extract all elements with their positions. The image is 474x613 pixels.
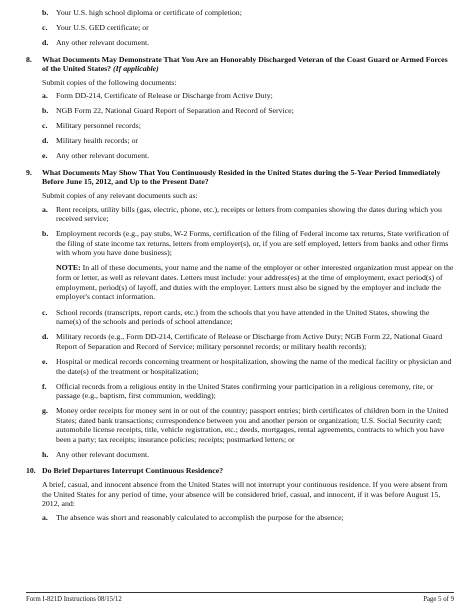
list-item-text: Any other relevant document. [56, 151, 150, 161]
list-item [42, 23, 454, 33]
list-item-label: f. [42, 381, 47, 391]
list-item-label: b. [42, 106, 49, 116]
list-item-text: Any other relevant document. [56, 37, 150, 47]
question-9-number: 9. [26, 167, 32, 177]
question-10-heading [26, 466, 454, 476]
list-item [42, 229, 454, 258]
question-8-title: What Documents May Demonstrate That You Are an Honorably Discharged Veteran of the Coast Guard or Armed Forces of the United States? [42, 54, 448, 74]
list-item [42, 136, 454, 146]
list-item [42, 8, 454, 18]
list-item-text: Your U.S. GED certificate; or [56, 22, 149, 32]
list-item-text: Military records (e.g., Form DD-214, Certificate of Release or Discharge from Active Duty; NGB Form 22, National Guard Report of Separation and Record of Service; military personnel records; or military health records); [56, 332, 443, 351]
question-9-intro: Submit copies of any relevant documents such as: [42, 191, 198, 201]
question-8-list [26, 91, 454, 161]
list-item [42, 106, 454, 116]
question-8-heading [26, 55, 454, 74]
question-9-title: What Documents May Show That You Continuously Resided in the United States during the 5-Year Period Immediately Before June 15, 2012, and Up to the Present Date? [42, 167, 441, 187]
list-item [42, 332, 454, 351]
list-item-label: e. [42, 151, 48, 161]
list-item [42, 38, 454, 48]
question-9-heading [26, 168, 454, 187]
list-item-text: Military personnel records; [56, 121, 141, 131]
list-item-label: d. [42, 136, 49, 146]
list-item-text: Your U.S. high school diploma or certificate of completion; [56, 8, 242, 17]
list-item-label: d. [42, 37, 49, 47]
list-item-text: Official records from a religious entity in the United States confirming your participation in a religious ceremony, rite, or passage (e.g., baptism, first communion, wedding); [56, 381, 434, 401]
list-item [42, 205, 454, 224]
list-item-text: Money order receipts for money sent in or out of the country; passport entries; birth certificates of children born in the United States; dated bank transactions; correspondence between you and another person or organization; U.S. Social Security card; automobile license receipts, title, vehicle registration, etc.; deeds, mortgages, rental agreements, contracts to which you have been a party; tax receipts; insurance policies; receipts; postmarked letters; or [56, 406, 449, 444]
list-item-text: Rent receipts, utility bills (gas, electric, phone, etc.), receipts or letters from companies showing the dates during which you received service; [56, 204, 442, 224]
list-item [42, 382, 454, 401]
question-8-intro: Submit copies of the following documents: [42, 77, 177, 87]
page-content [26, 8, 454, 528]
list-item-label: b. [42, 229, 49, 239]
list-item-text: Employment records (e.g., pay stubs, W-2 Forms, certification of the filing of Federal income tax returns, State verification of the filing of state income tax returns, letters from employer(s), or, if you are self employed, letters from banks and other firms with whom you have done business); [56, 229, 450, 258]
question-8-number: 8. [26, 54, 32, 64]
top-list [26, 8, 454, 48]
list-item-label: e. [42, 356, 48, 366]
list-item-label: b. [42, 8, 49, 17]
list-item-label: a. [42, 512, 48, 522]
question-10-number: 10. [26, 466, 36, 476]
question-10-title: Do Brief Departures Interrupt Continuous Residence? [42, 466, 224, 476]
list-item-label: h. [42, 449, 49, 459]
question-8-applicable: (If applicable) [113, 64, 159, 74]
list-item [42, 357, 454, 376]
list-item-text: Hospital or medical records concerning treatment or hospitalization, showing the name of the medical facility or physician and the date(s) of the treatment or hospitalization; [56, 356, 452, 376]
note-label: NOTE: [56, 263, 81, 273]
list-item-label: c. [42, 121, 48, 131]
note-text: In all of these documents, your name and the name of the employer or other interested organization must appear on the form or letter, as well as relevant dates. Letters must include: your address(es) at the time of employment, exact period(s) of employment, period(s) of layoff, and duties with the employer. Letters must also be signed by the employer and include the employer's contact information. [56, 263, 454, 302]
list-item [42, 121, 454, 131]
question-10-list [26, 513, 454, 523]
list-item [42, 151, 454, 161]
footer-form-id: Form I-821D Instructions 08/15/12 [26, 596, 122, 603]
list-item-text: School records (transcripts, report cards, etc.) from the schools that you have attended in the United States, showing the name(s) of the schools and periods of school attendance; [56, 307, 430, 327]
question-10-paragraph: A brief, casual, and innocent absence from the United States will not interrupt your continuous residence. If you were absent from the United States for any period of time, your absence will be considered brief, casual, and innocent, if it was before August 15, 2012, and: [42, 480, 448, 509]
list-item [42, 406, 454, 444]
list-item-label: d. [42, 332, 49, 342]
list-item [42, 91, 454, 101]
list-item-label: c. [42, 22, 48, 32]
list-item-label: a. [42, 204, 48, 214]
list-item [42, 308, 454, 327]
footer-rule [26, 592, 454, 593]
list-item-text: The absence was short and reasonably calculated to accomplish the purpose for the absence; [56, 512, 344, 522]
footer-page-number: Page 5 of 9 [423, 596, 454, 603]
list-item-text: NGB Form 22, National Guard Report of Separation and Record of Service; [56, 106, 294, 116]
list-item-text: Any other relevant document. [56, 449, 150, 459]
list-item [42, 513, 454, 523]
list-item-label: g. [42, 406, 48, 416]
question-9-note-wrap [26, 263, 454, 301]
page-footer [26, 592, 454, 603]
employment-note [42, 263, 454, 301]
question-9-list-b [26, 308, 454, 460]
list-item-text: Form DD-214, Certificate of Release or Discharge from Active Duty; [56, 91, 273, 101]
list-item [42, 450, 454, 460]
list-item-label: a. [42, 91, 48, 101]
question-9-list-a [26, 205, 454, 258]
list-item-text: Military health records; or [56, 136, 139, 146]
list-item-label: c. [42, 307, 48, 317]
